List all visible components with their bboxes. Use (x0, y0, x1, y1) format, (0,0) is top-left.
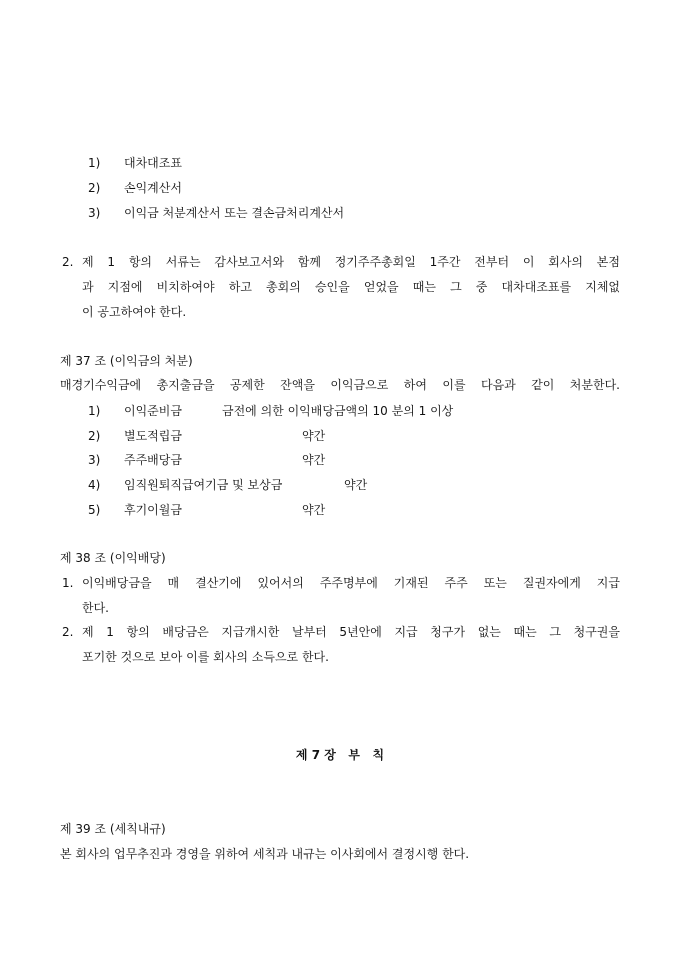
paragraph-line: 제 1 항의 서류는 감사보고서와 함께 정기주주총회일 1주간 전부터 이 회사의 본점 (82, 255, 620, 269)
paragraph-line: 한다. (82, 601, 109, 615)
article-title: 제 39 조 (세칙내규) (60, 822, 166, 836)
paragraph-line: 제 1 항의 배당금은 지급개시한 날부터 5년안에 지급 청구가 없는 때는 그 청구권을 (82, 625, 620, 639)
paragraph-number: 2. (62, 625, 74, 639)
article-title: 제 38 조 (이익배당) (60, 551, 166, 565)
item-note: 약간 (302, 503, 326, 517)
list-number: 3) (88, 206, 101, 220)
list-number: 1) (88, 156, 101, 170)
list-number: 4) (88, 478, 101, 492)
paragraph-line: 이익배당금을 매 결산기에 있어서의 주주명부에 기재된 주주 또는 질권자에게 지급 (82, 576, 620, 590)
item-name: 주주배당금 (124, 453, 182, 467)
article-body: 본 회사의 업무추진과 경영을 위하여 세칙과 내규는 이사회에서 결정시행 한다. (60, 847, 470, 861)
list-text: 대차대조표 (124, 156, 182, 170)
item-name: 임직원퇴직급여기금 및 보상금 (124, 478, 283, 492)
list-text: 손익계산서 (124, 181, 182, 195)
item-note: 금전에 의한 이익배당금액의 10 분의 1 이상 (222, 404, 454, 418)
item-note: 약간 (302, 453, 326, 467)
article-title: 제 37 조 (이익금의 처분) (60, 354, 193, 368)
list-number: 5) (88, 503, 101, 517)
list-number: 3) (88, 453, 101, 467)
list-number: 2) (88, 429, 101, 443)
paragraph-number: 2. (62, 255, 74, 269)
chapter-heading: 제 7 장 부 칙 (295, 748, 385, 762)
list-number: 2) (88, 181, 101, 195)
paragraph-number: 1. (62, 576, 74, 590)
paragraph-line: 포기한 것으로 보아 이를 회사의 소득으로 한다. (82, 650, 329, 664)
item-note: 약간 (344, 478, 368, 492)
list-number: 1) (88, 404, 101, 418)
item-name: 이익준비금 (124, 404, 182, 418)
paragraph-line: 이 공고하여야 한다. (82, 305, 187, 319)
item-name: 후기이월금 (124, 503, 182, 517)
item-name: 별도적립금 (124, 429, 182, 443)
item-note: 약간 (302, 429, 326, 443)
article-body: 매경기수익금에 총지출금을 공제한 잔액을 이익금으로 하여 이를 다음과 같이 처분한다. (60, 378, 620, 392)
list-text: 이익금 처분계산서 또는 결손금처리계산서 (124, 206, 345, 220)
paragraph-line: 과 지점에 비치하여야 하고 총회의 승인을 얻었을 때는 그 중 대차대조표를 지체없 (82, 280, 620, 294)
